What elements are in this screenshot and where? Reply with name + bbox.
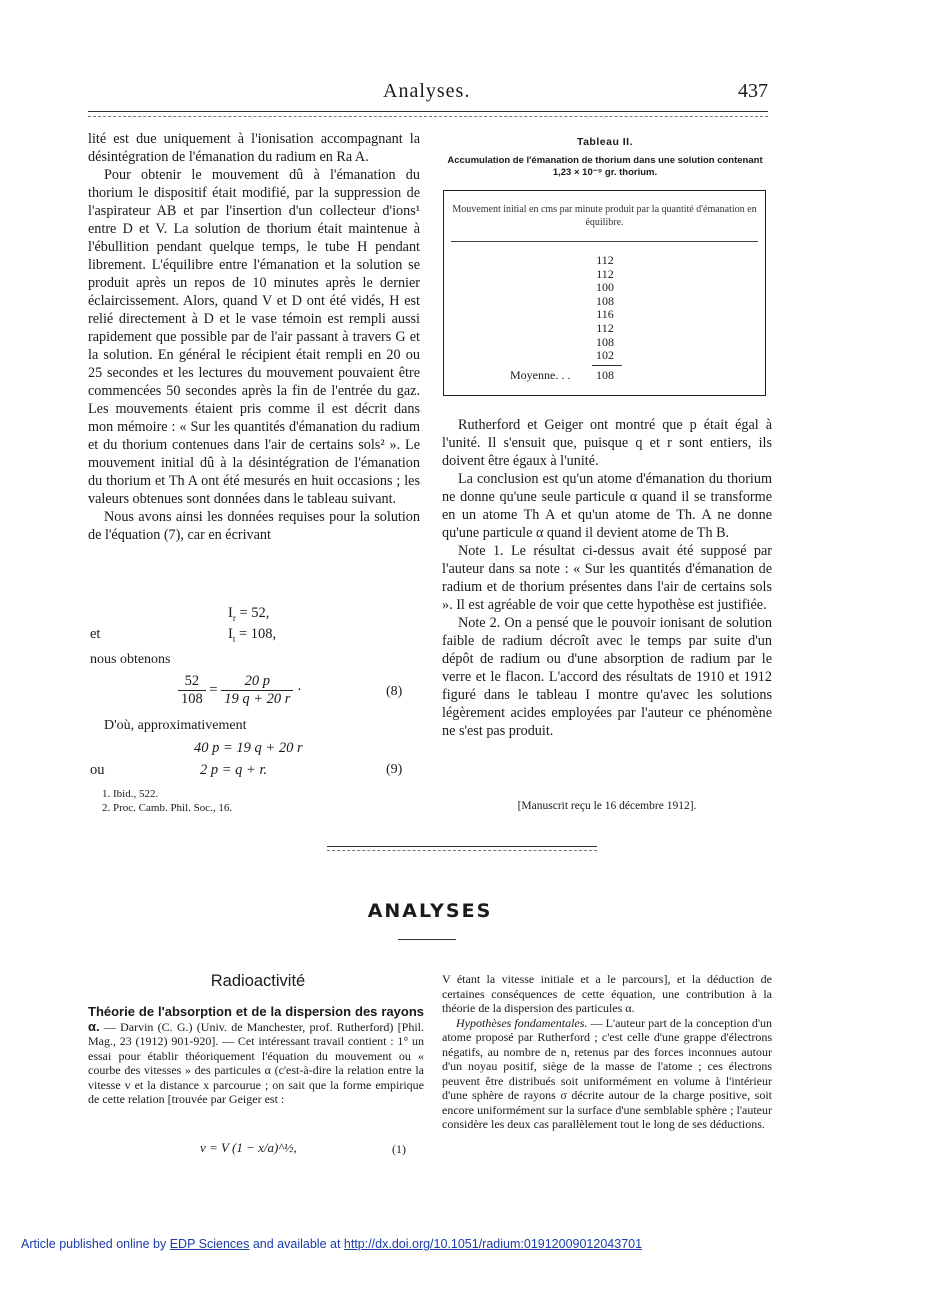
hypotheses-text: — L'auteur part de la conception d'un atome proposé par Rutherford ; c'est celle d'une grappe d'électrons négatifs, au nombre de n, retenus par des forces inconnues autour d'un noyau positif, siège de la masse de l'atome ; ces électrons peuvent être distribués soit uniformément en volume à l'intérieur d'une sphère de rayons σ décrite autour de la charge positive, soit encore uniformément sur la surface d'une semblable sphère ; l'auteur considère les deux cas parallèlement tout le long de ses déductions. — [442, 1015, 772, 1131]
doi-link[interactable]: http://dx.doi.org/10.1051/radium:01912009012043701 — [343, 1237, 643, 1251]
equation-1: v = V (1 − x/a)^½, — [200, 1140, 297, 1155]
equation-8-label: (8) — [386, 684, 403, 699]
edp-sciences-link[interactable]: EDP Sciences — [169, 1237, 250, 1251]
table-header: Mouvement initial en cms par minute produit par la quantité d'émanation en équilibre. — [452, 204, 757, 228]
equation-8-right-fraction: $\frac{20 p}{19 q + 20 r}$ — [221, 673, 293, 708]
right-paragraph-1: Rutherford et Geiger ont montré que p était égal à l'unité. Il s'ensuit que, puisque q et r sont entiers, ils doivent être égaux à l'unité. — [442, 417, 772, 469]
table-value: 108 — [596, 334, 614, 349]
nous-obtenons: nous obtenons — [90, 652, 171, 667]
manuscript-date: [Manuscrit reçu le 16 décembre 1912]. — [517, 800, 697, 812]
et-label: et — [90, 626, 101, 642]
table-value: 102 — [596, 348, 614, 363]
table-title: Tableau II. — [576, 136, 634, 148]
article-author: — Darvin (C. G.) (Univ. de Manchester, prof. Rutherford) [Phil. Mag., 23 (1912) 901-920]. — — [88, 1019, 424, 1048]
running-title: Analyses. — [383, 80, 471, 102]
page-number: 437 — [738, 80, 768, 102]
table-value: 112 — [596, 253, 614, 267]
note-1: Note 1. Le résultat ci-dessus avait été supposé par l'auteur dans sa note : « Sur les quantités d'émanation de radium et de thorium présentes dans l'air de certains sols ». Il est agréable de voir que cette hypothèse est justifiée. — [442, 543, 772, 613]
left-paragraph-3: Nous avons ainsi les données requises pour la solution de l'équation (7), car en écrivant — [88, 509, 420, 543]
left-paragraph-1: lité est due uniquement à l'ionisation accompagnant la désintégration de l'émanation du radium en Ra A. — [88, 131, 420, 165]
table-values — [560, 254, 650, 363]
article-title: Théorie de l'absorption et de la dispersion des rayons α. — [88, 1004, 424, 1034]
table-mean-rule — [592, 365, 622, 366]
header-rule — [88, 111, 768, 112]
table-value: 112 — [596, 320, 614, 335]
equation-ir: $I_r = 52$, — [228, 605, 270, 623]
left-column — [88, 130, 420, 544]
left-paragraph-2: Pour obtenir le mouvement dû à l'émanation du thorium le dispositif était modifié, par la suppression de l'aspirateur AB et par l'insertion d'un collecteur d'ions¹ entre D et V. La solution de thorium était maintenue à l'ébullition pendant quelque temps, le tube H pendant librement. L'équilibre entre l'émanation et la solution se produit après un repos de 10 minutes après le dernier éclaircissement. Alors, quand V et D ont été vidés, H est relié directement à D et le vase témoin est rempli aussi rapidement que possible par de l'air passant à travers G et la solution. En général le récipient était rempli en 20 ou 25 secondes et les lectures du mouvement pouvaient être commencées 50 secondes après la fin de l'entrée du gaz. Les mouvements étaient pris comme il est décrit dans mon mémoire : « Sur les quantités d'émanation du radium et du thorium contenues dans l'air de certains sols² ». Le mouvement initial dû à la désintégration de l'émanation du thorium et Th A ont été mesurés en huit occasions ; les valeurs obtenues sont données dans le tableau suivant. — [88, 167, 420, 507]
hypotheses-heading: Hypothèses fondamentales. — [456, 1015, 588, 1030]
lower-left-column — [88, 1005, 424, 1107]
lower-right-paragraph-2 — [442, 1016, 772, 1132]
equation-it: $I_t = 108$, — [228, 626, 277, 644]
section-title: ANALYSES — [367, 900, 493, 922]
equation-9b: 2 p = q + r. — [200, 762, 268, 778]
table-value: 108 — [596, 293, 614, 308]
ou-label: ou — [90, 762, 105, 778]
equation-8-left-fraction: $\frac{52}{108}$ — [178, 673, 206, 708]
separator-rule-dashed — [327, 850, 597, 851]
footnote-2: 2. Proc. Camb. Phil. Soc., 16. — [102, 802, 233, 814]
right-column — [442, 416, 772, 740]
table-value: 100 — [596, 280, 614, 295]
footnote-1: 1. Ibid., 522. — [102, 788, 159, 800]
subsection-title: Radioactivité — [210, 972, 306, 990]
table-header-rule — [451, 241, 758, 242]
article-entry — [88, 1005, 424, 1107]
equation-1-label: (1) — [392, 1142, 406, 1156]
lower-right-column — [442, 972, 772, 1132]
header-rule-dashed — [88, 116, 768, 117]
section-rule — [398, 939, 456, 940]
separator-rule — [327, 846, 597, 847]
article-text: Cet intéressant travail contient : 1° un essai pour établir théoriquement l'équation du mouvement ou « courbe des vitesses » des particules α (c'est-à-dire la relation entre la vitesse v et la distance x parcourue ; on sait que la forme empirique de cette relation [trouvée par Geiger est : — [88, 1034, 424, 1106]
lower-right-paragraph-1: V étant la vitesse initiale et a le parcours], et la déduction de certaines conséquences de cette équation, une contribution à la théorie de la dispersion des particules α. — [442, 972, 772, 1015]
right-paragraph-2: La conclusion est qu'un atome d'émanation du thorium ne donne qu'une seule particule α quand il se transforme en un atome Th A et qu'un atome de Th. A ne donne qu'une particule α quand il devient atome de Th B. — [442, 471, 772, 541]
approx-text: D'où, approximativement — [104, 718, 247, 733]
table-value: 112 — [596, 266, 614, 281]
note-2: Note 2. On a pensé que le pouvoir ionisant de solution faible de radium décroît avec le temps par suite d'un dépôt de radium ou d'une absorption de radium par le verre et le flacon. L'accord des résultats de 1910 et 1912 figuré dans le tableau I montre qu'avec les solutions légèrement acides employées par l'auteur ce phénomène ne s'est pas produit. — [442, 615, 772, 739]
table-caption: Accumulation de l'émanation de thorium dans une solution contenant 1,23 × 10⁻⁹ gr. thorium. — [447, 155, 763, 178]
table-value: 116 — [596, 307, 614, 322]
equation-9-label: (9) — [386, 762, 403, 777]
publication-footer: Article published online by EDP Sciences and available at http://dx.doi.org/10.1051/radium:01912009012043701 — [21, 1237, 643, 1251]
table-mean-value: 108 — [596, 368, 614, 382]
table-mean-label: Moyenne. . . — [510, 368, 571, 382]
equation-9a: 40 p = 19 q + 20 r — [194, 740, 303, 756]
equation-8: $\frac{52}{108}$ = $\frac{20 p}{19 q + 20 r}$ · — [178, 673, 302, 708]
